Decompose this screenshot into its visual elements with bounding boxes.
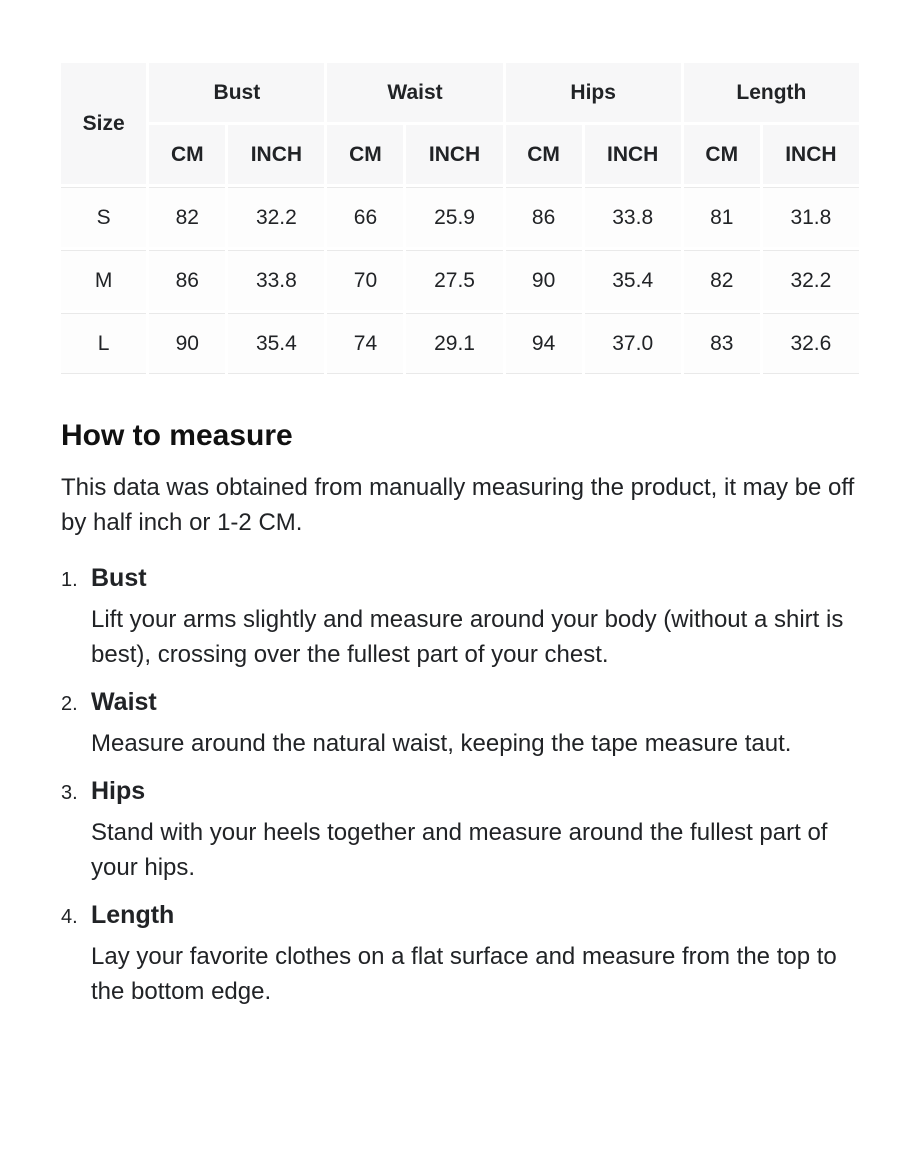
unit-header-bust-inch: INCH bbox=[228, 125, 324, 184]
measurement-cell: 82 bbox=[149, 187, 225, 247]
measurement-cell: 90 bbox=[506, 250, 582, 310]
step-description: Lay your favorite clothes on a flat surface and measure from the top to the bottom edge. bbox=[91, 943, 837, 1005]
measurement-cell: 90 bbox=[149, 313, 225, 374]
step-title: Waist bbox=[91, 688, 157, 716]
unit-header-hips-cm: CM bbox=[506, 125, 582, 184]
step-head bbox=[61, 901, 859, 930]
measurement-cell: 83 bbox=[684, 313, 760, 374]
step-description: Stand with your heels together and measure around the fullest part of your hips. bbox=[91, 819, 828, 881]
how-to-measure-intro: This data was obtained from manually measuring the product, it may be off by half inch or 1-2 CM. bbox=[61, 474, 855, 536]
measurement-cell: 94 bbox=[506, 313, 582, 374]
step-number: 3. bbox=[61, 782, 78, 804]
measurement-cell: 27.5 bbox=[406, 250, 502, 310]
size-cell: M bbox=[61, 250, 146, 310]
step-title: Length bbox=[91, 901, 175, 929]
measurement-cell: 82 bbox=[684, 250, 760, 310]
group-header-row bbox=[61, 63, 859, 122]
measurement-cell: 35.4 bbox=[228, 313, 324, 374]
size-cell: S bbox=[61, 187, 146, 247]
measurement-cell: 74 bbox=[327, 313, 403, 374]
table-row-size-m bbox=[61, 250, 859, 310]
how-to-measure-heading: How to measure bbox=[61, 419, 293, 452]
measurement-cell: 32.6 bbox=[763, 313, 859, 374]
group-header-bust: Bust bbox=[149, 63, 324, 122]
measurement-cell: 35.4 bbox=[585, 250, 681, 310]
unit-header-bust-cm: CM bbox=[149, 125, 225, 184]
unit-header-hips-inch: INCH bbox=[585, 125, 681, 184]
measurement-cell: 66 bbox=[327, 187, 403, 247]
unit-header-row bbox=[61, 125, 859, 184]
measurement-cell: 86 bbox=[149, 250, 225, 310]
unit-header-waist-cm: CM bbox=[327, 125, 403, 184]
list-item-waist bbox=[61, 688, 859, 761]
step-number: 4. bbox=[61, 906, 78, 928]
measurement-cell: 31.8 bbox=[763, 187, 859, 247]
step-number: 1. bbox=[61, 569, 78, 591]
step-description: Lift your arms slightly and measure around your body (without a shirt is best), crossing over the fullest part of your chest. bbox=[91, 606, 844, 668]
measurement-cell: 32.2 bbox=[763, 250, 859, 310]
measurement-cell: 86 bbox=[506, 187, 582, 247]
unit-header-length-cm: CM bbox=[684, 125, 760, 184]
unit-header-waist-inch: INCH bbox=[406, 125, 502, 184]
size-corner-header: Size bbox=[61, 63, 146, 184]
size-cell: L bbox=[61, 313, 146, 374]
table-row-size-s bbox=[61, 187, 859, 247]
measurement-cell: 70 bbox=[327, 250, 403, 310]
measurement-cell: 33.8 bbox=[228, 250, 324, 310]
list-item-hips bbox=[61, 777, 859, 885]
group-header-length: Length bbox=[684, 63, 859, 122]
step-head bbox=[61, 564, 859, 593]
measurement-cell: 32.2 bbox=[228, 187, 324, 247]
step-title: Hips bbox=[91, 777, 146, 805]
step-head bbox=[61, 777, 859, 806]
list-item-bust bbox=[61, 564, 859, 672]
step-head bbox=[61, 688, 859, 717]
list-item-length bbox=[61, 901, 859, 1009]
table-row-size-l bbox=[61, 313, 859, 374]
step-description: Measure around the natural waist, keeping the tape measure taut. bbox=[91, 730, 792, 757]
group-header-hips: Hips bbox=[506, 63, 681, 122]
measurement-cell: 81 bbox=[684, 187, 760, 247]
measurement-cell: 25.9 bbox=[406, 187, 502, 247]
size-chart-table bbox=[58, 60, 862, 377]
group-header-waist: Waist bbox=[327, 63, 502, 122]
step-number: 2. bbox=[61, 693, 78, 715]
measurement-cell: 33.8 bbox=[585, 187, 681, 247]
measurement-cell: 37.0 bbox=[585, 313, 681, 374]
measurement-cell: 29.1 bbox=[406, 313, 502, 374]
step-title: Bust bbox=[91, 564, 147, 592]
unit-header-length-inch: INCH bbox=[763, 125, 859, 184]
measure-steps-list bbox=[61, 564, 859, 1009]
